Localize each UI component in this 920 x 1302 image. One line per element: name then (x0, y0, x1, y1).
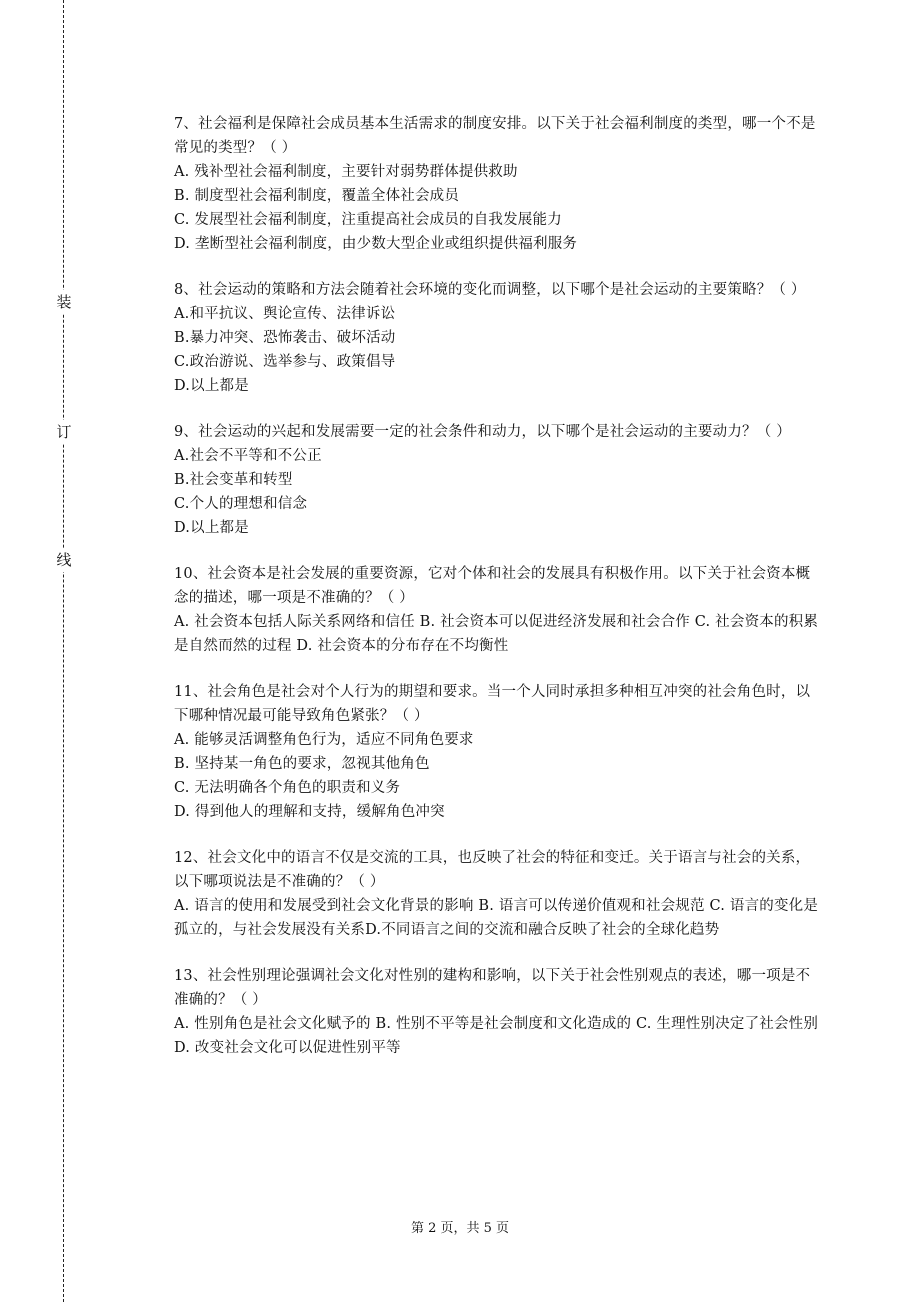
question-12 (174, 846, 820, 942)
question-13 (174, 964, 820, 1060)
question-stem: 13、社会性别理论强调社会文化对性别的建构和影响，以下关于社会性别观点的表述，哪一项是不准确的？（ ） (174, 968, 811, 1008)
question-stem: 8、社会运动的策略和方法会随着社会环境的变化而调整，以下哪个是社会运动的主要策略？（ ） (174, 282, 806, 298)
option-d: D.以上都是 (174, 520, 249, 536)
option-d: D.以上都是 (174, 378, 249, 394)
option-c: C.个人的理想和信念 (174, 496, 308, 512)
question-stem: 9、社会运动的兴起和发展需要一定的社会条件和动力，以下哪个是社会运动的主要动力？（ ） (174, 424, 791, 440)
question-7 (174, 112, 820, 256)
option-a: A. 残补型社会福利制度，主要针对弱势群体提供救助 (174, 164, 518, 180)
binding-dashed-line (63, 0, 64, 1302)
question-9 (174, 420, 820, 540)
option-c: C. 无法明确各个角色的职责和义务 (174, 780, 401, 796)
options-inline: A. 语言的使用和发展受到社会文化背景的影响 B. 语言可以传递价值观和社会规范 C. 语言的变化是孤立的，与社会发展没有关系D.不同语言之间的交流和融合反映了社会的全球化趋势 (174, 898, 819, 938)
option-c: C. 发展型社会福利制度，注重提高社会成员的自我发展能力 (174, 212, 562, 228)
options-inline: A. 性别角色是社会文化赋予的 B. 性别不平等是社会制度和文化造成的 C. 生理性别决定了社会性别 D. 改变社会文化可以促进性别平等 (174, 1016, 819, 1056)
page-number: 第 2 页，共 5 页 (410, 1221, 510, 1236)
question-list (174, 112, 820, 1082)
option-b: B. 坚持某一角色的要求，忽视其他角色 (174, 756, 430, 772)
option-d: D. 得到他人的理解和支持，缓解角色冲突 (174, 804, 445, 820)
option-a: A.和平抗议、舆论宣传、法律诉讼 (174, 306, 396, 322)
option-d: D. 垄断型社会福利制度，由少数大型企业或组织提供福利服务 (174, 236, 578, 252)
option-b: B. 制度型社会福利制度，覆盖全体社会成员 (174, 188, 460, 204)
question-8 (174, 278, 820, 398)
question-11 (174, 680, 820, 824)
option-b: B.暴力冲突、恐怖袭击、破坏活动 (174, 330, 396, 346)
binding-char-ding: 订 (55, 420, 73, 444)
question-10 (174, 562, 820, 658)
binding-char-zhuang: 装 (55, 290, 73, 314)
question-stem: 10、社会资本是社会发展的重要资源，它对个体和社会的发展具有积极作用。以下关于社会资本概念的描述，哪一项是不准确的？（ ） (174, 566, 811, 606)
options-inline: A. 社会资本包括人际关系网络和信任 B. 社会资本可以促进经济发展和社会合作 C. 社会资本的积累是自然而然的过程 D. 社会资本的分布存在不均衡性 (174, 614, 819, 654)
option-c: C.政治游说、选举参与、政策倡导 (174, 354, 396, 370)
binding-char-xian: 线 (55, 548, 73, 572)
question-stem: 11、社会角色是社会对个人行为的期望和要求。当一个人同时承担多种相互冲突的社会角色时，以下哪种情况最可能导致角色紧张？（ ） (174, 684, 811, 724)
question-stem: 12、社会文化中的语言不仅是交流的工具，也反映了社会的特征和变迁。关于语言与社会的关系，以下哪项说法是不准确的？（ ） (174, 850, 811, 890)
option-b: B.社会变革和转型 (174, 472, 293, 488)
option-a: A.社会不平等和不公正 (174, 448, 322, 464)
option-a: A. 能够灵活调整角色行为，适应不同角色要求 (174, 732, 474, 748)
question-stem: 7、社会福利是保障社会成员基本生活需求的制度安排。以下关于社会福利制度的类型，哪一个不是常见的类型？（ ） (174, 116, 816, 156)
